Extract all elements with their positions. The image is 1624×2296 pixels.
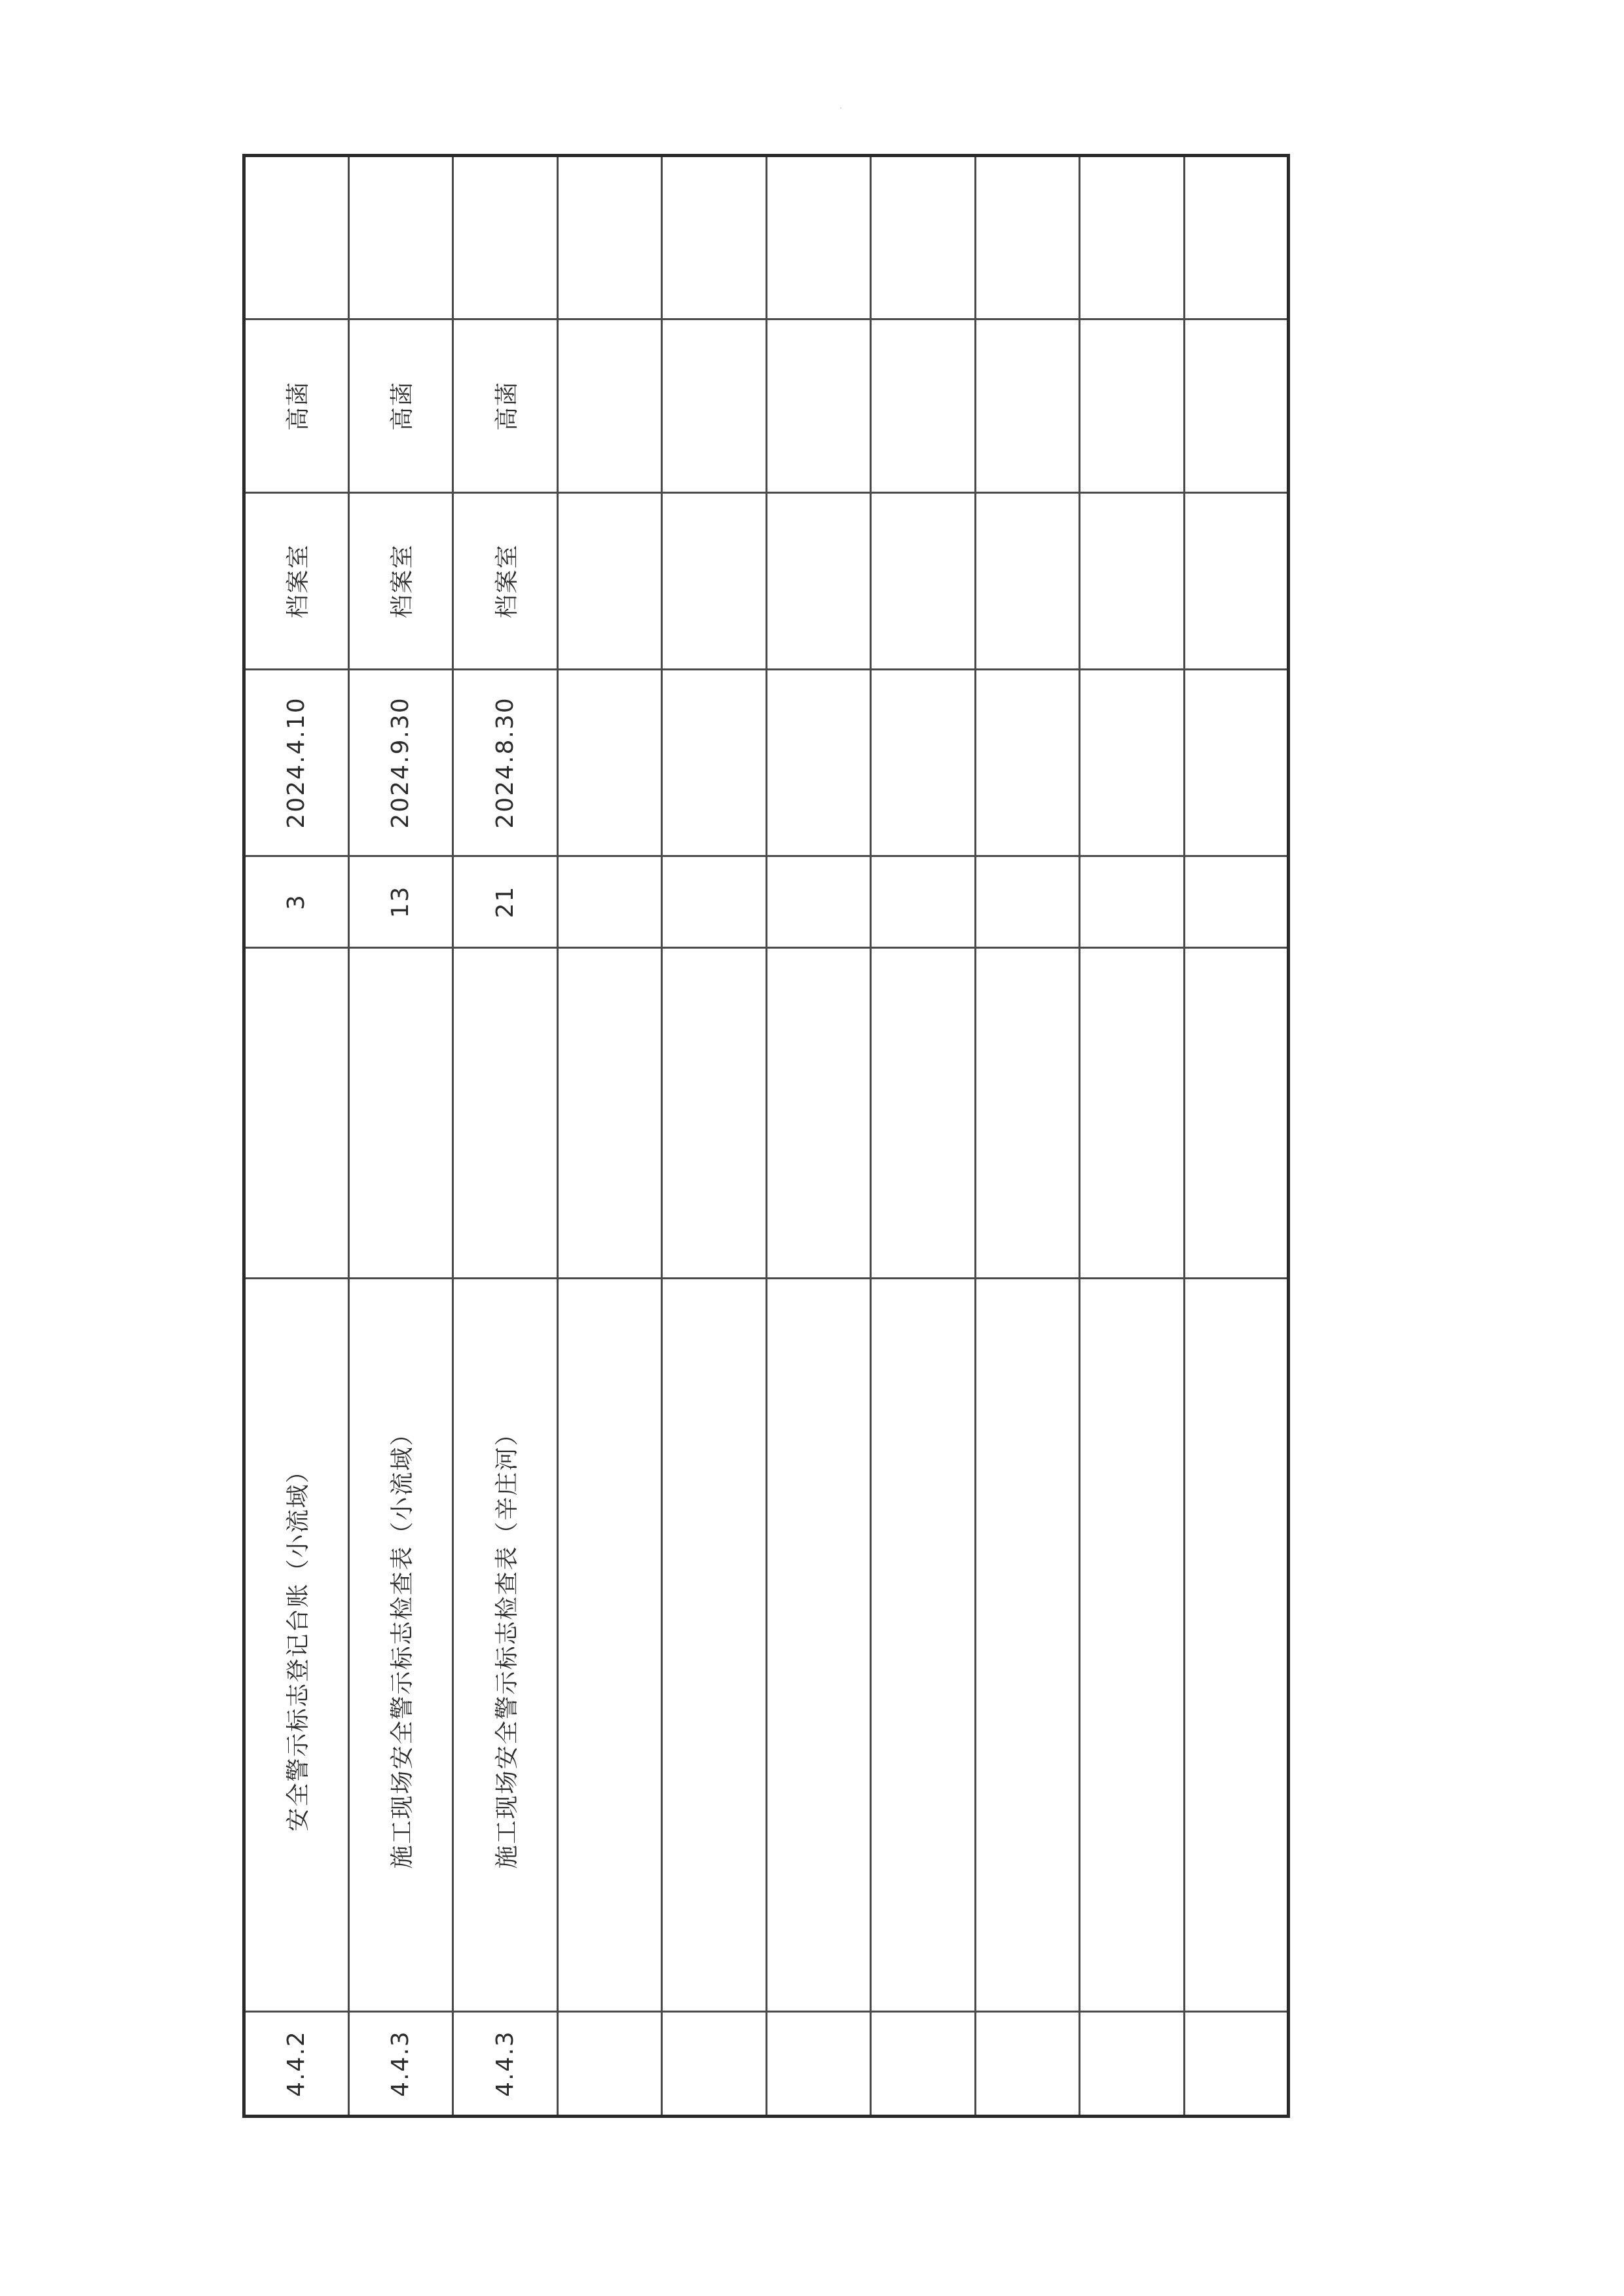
table-cell-person: 高菡 [244,319,349,493]
table-cell-date [1080,670,1185,856]
table-cell-remark [975,156,1080,319]
table-cell-person [557,319,662,493]
table-cell-location: 档案室 [244,493,349,670]
table-cell-code [1080,2012,1185,2117]
table-cell-person [662,319,767,493]
table-cell-location [766,493,871,670]
table-cell-remark [244,156,349,319]
table-cell-blank [348,948,453,1279]
table-cell-remark [557,156,662,319]
table-cell-title [557,1279,662,2012]
table-cell-location [871,493,976,670]
table-cell-remark [766,156,871,319]
table-cell-title [975,1279,1080,2012]
table-cell-remark [871,156,976,319]
table-cell-blank [557,948,662,1279]
table-cell-location [557,493,662,670]
scan-speck [840,107,841,109]
table-cell-pages: 21 [453,856,558,948]
table-cell-date: 2024.4.10 [244,670,349,856]
table-cell-location [975,493,1080,670]
table-row [453,156,558,2117]
table-row [244,156,349,2117]
table-row [1080,156,1185,2117]
archive-table [242,154,1290,2118]
table-cell-title [662,1279,767,2012]
table-cell-pages [975,856,1080,948]
table-cell-blank [244,948,349,1279]
table-cell-code [975,2012,1080,2117]
table-cell-remark [1184,156,1289,319]
table-cell-code [1184,2012,1289,2117]
table-cell-location: 档案室 [453,493,558,670]
table-cell-date: 2024.9.30 [348,670,453,856]
table-cell-title [766,1279,871,2012]
table-cell-date [766,670,871,856]
table-cell-person [1080,319,1185,493]
table-cell-pages [766,856,871,948]
table-cell-pages [871,856,976,948]
table-cell-date: 2024.8.30 [453,670,558,856]
table-cell-blank [662,948,767,1279]
table-cell-blank [453,948,558,1279]
table-cell-pages [662,856,767,948]
table-cell-date [975,670,1080,856]
table-cell-blank [1080,948,1185,1279]
table-cell-pages [557,856,662,948]
table-cell-code: 4.4.2 [244,2012,349,2117]
table-cell-title [1080,1279,1185,2012]
table-cell-title: 施工现场安全警示标志检查表（辛庄河） [453,1279,558,2012]
table-cell-code [766,2012,871,2117]
table-cell-code [557,2012,662,2117]
table-cell-person [766,319,871,493]
table-cell-location: 档案室 [348,493,453,670]
table-row [557,156,662,2117]
table-cell-title [1184,1279,1289,2012]
table-cell-blank [871,948,976,1279]
table-row [766,156,871,2117]
table-cell-code: 4.4.3 [453,2012,558,2117]
table-cell-code: 4.4.3 [348,2012,453,2117]
table-cell-date [1184,670,1289,856]
table-cell-date [557,670,662,856]
table-cell-person: 高菡 [453,319,558,493]
table-cell-date [662,670,767,856]
table-cell-title: 安全警示标志登记台账（小流域） [244,1279,349,2012]
table-cell-person [871,319,976,493]
table-cell-person [975,319,1080,493]
table-cell-date [871,670,976,856]
table-row [871,156,976,2117]
table-cell-person [1184,319,1289,493]
table-row [348,156,453,2117]
table-cell-blank [766,948,871,1279]
document-sheet [242,157,1290,2118]
table-cell-title [871,1279,976,2012]
table-cell-remark [1080,156,1185,319]
table-cell-blank [975,948,1080,1279]
table-row [975,156,1080,2117]
table-cell-location [1184,493,1289,670]
table-cell-pages: 13 [348,856,453,948]
table-cell-code [871,2012,976,2117]
table-row [1184,156,1289,2117]
table-cell-person: 高菡 [348,319,453,493]
table-cell-remark [453,156,558,319]
table-cell-location [1080,493,1185,670]
table-cell-pages [1080,856,1185,948]
table-cell-pages: 3 [244,856,349,948]
table-cell-code [662,2012,767,2117]
table-cell-pages [1184,856,1289,948]
table-cell-blank [1184,948,1289,1279]
table-row [662,156,767,2117]
table-cell-remark [348,156,453,319]
table-cell-title: 施工现场安全警示标志检查表（小流域） [348,1279,453,2012]
table-cell-remark [662,156,767,319]
table-cell-location [662,493,767,670]
